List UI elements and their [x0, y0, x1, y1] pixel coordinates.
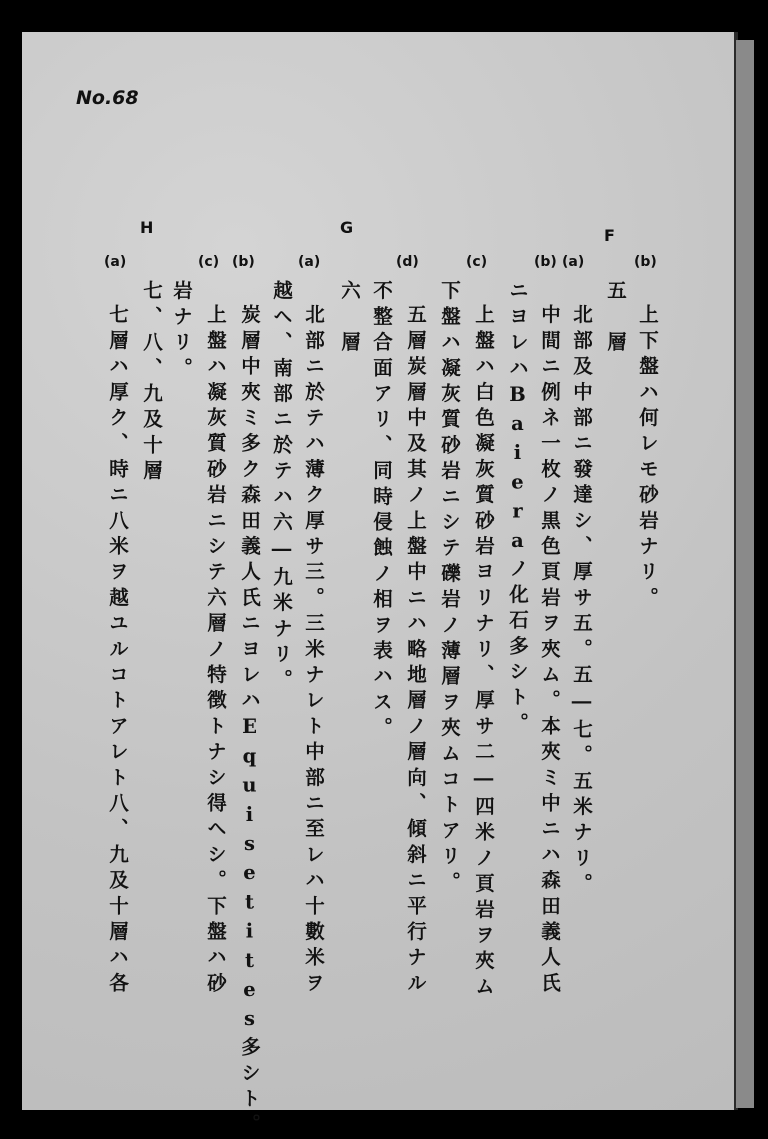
- label-f-b2: (b): [534, 254, 557, 270]
- text-column-15: 岩ナリ。: [170, 280, 193, 383]
- text-column-7: 下盤ハ凝灰質砂岩ニシテ礫岩ノ薄層ヲ夾ムコトアリ。: [438, 280, 461, 897]
- label-f-a: (a): [562, 254, 585, 270]
- text-column-17: 七層ハ厚ク、時ニ八米ヲ越ユルコトアレト八、九及十層ハ各: [106, 304, 129, 998]
- label-f-c: (c): [466, 254, 488, 270]
- document-page: [22, 32, 738, 1139]
- label-g-b: (b): [232, 254, 255, 270]
- section-letter-g: G: [340, 218, 354, 237]
- text-column-1: 上下盤ハ何レモ砂岩ナリ。: [636, 304, 659, 613]
- page-number: No.68: [76, 87, 139, 109]
- section-letter-f: F: [604, 226, 615, 245]
- label-f-d: (d): [396, 254, 419, 270]
- text-column-8: 五層炭層中及其ノ上盤中ニハ略地層ノ層向、傾斜ニ平行ナル: [404, 304, 427, 998]
- text-column-6: 上盤ハ白色凝灰質砂岩ヨリナリ、厚サ二―四米ノ頁岩ヲ夾ム: [472, 304, 495, 1002]
- page-edge: [736, 40, 754, 1108]
- label-g-c: (c): [198, 254, 220, 270]
- text-column-9: 不整合面アリ、同時侵蝕ノ相ヲ表ハス。: [370, 280, 393, 743]
- text-column-11: 北部ニ於テハ薄ク厚サ三。三米ナレト中部ニ至レハ十數米ヲ: [302, 304, 325, 998]
- text-column-16-heading: 七、八、九及十層: [140, 280, 163, 486]
- label-g-a: (a): [298, 254, 321, 270]
- text-column-5: ニヨレハBaieraノ化石多シト。: [506, 280, 529, 738]
- section-letter-h: H: [140, 218, 154, 237]
- label-f-b: (b): [634, 254, 657, 270]
- text-column-2-heading: 五 層: [604, 280, 627, 358]
- text-column-12: 越ヘ、南部ニ於テハ六―九米ナリ。: [270, 280, 293, 695]
- label-h-a: (a): [104, 254, 127, 270]
- text-column-10-heading: 六 層: [338, 280, 361, 358]
- text-column-3: 北部及中部ニ發達シ、厚サ五。五―七。五米ナリ。: [570, 304, 593, 899]
- text-column-13: 炭層中夾ミ多ク森田義人氏ニヨレハEquisetites多シト。: [238, 304, 261, 1139]
- text-column-4: 中間ニ例ネ一枚ノ黒色頁岩ヲ夾ム。本夾ミ中ニハ森田義人氏: [538, 304, 561, 998]
- text-column-14: 上盤ハ凝灰質砂岩ニシテ六層ノ特徴トナシ得ヘシ。下盤ハ砂: [204, 304, 227, 998]
